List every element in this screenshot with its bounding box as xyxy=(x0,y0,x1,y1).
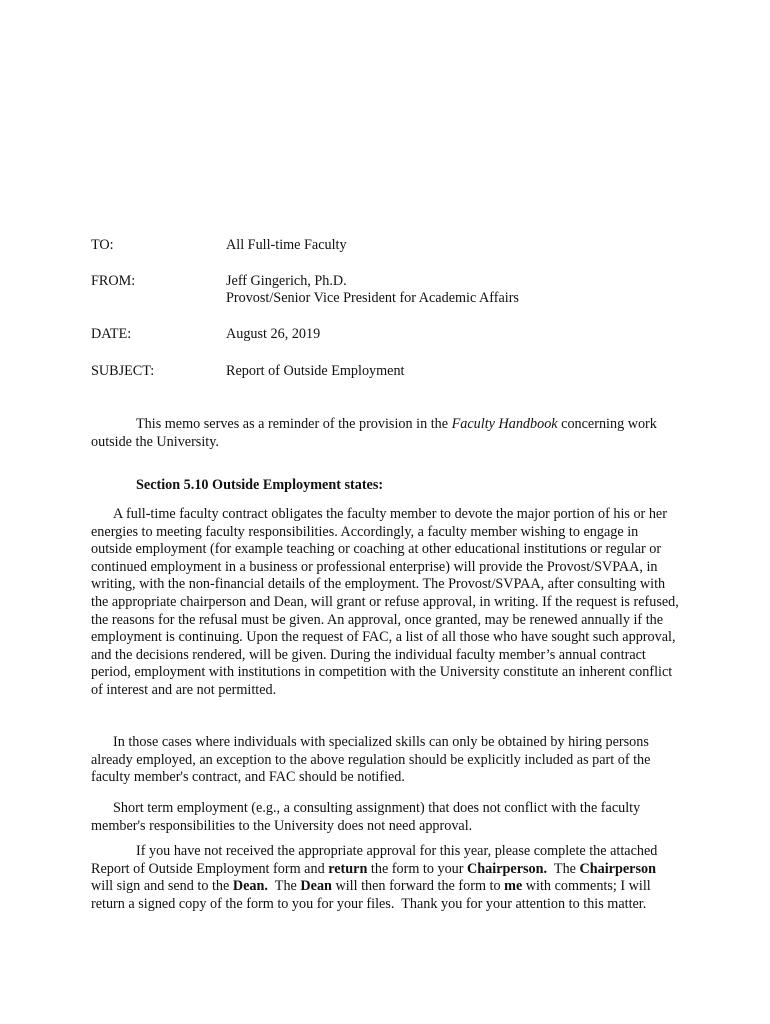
closing-bold-chairperson-2: Chairperson xyxy=(579,860,656,877)
policy-paragraph-1: A full-time faculty contract obligates the faculty member to devote the major portion of his or her energies to meeting faculty responsibilities. Accordingly, a faculty member wishing to engage in outside employment (for example teaching or coaching at other educational institutions or regular or continued employment in a business or professional enterprise) will provide the Provost/SVPAA, in writing, with the non-financial details of the employment. The Provost/SVPAA, after consulting with the appropriate chairperson and Dean, will grant or refuse approval, in writing. If the request is refused, the reasons for the refusal must be given. An approval, once granted, may be renewed annually if the employment is continuing. Upon the request of FAC, a list of all those who have sought such approval, and the decisions rendered, will be given. During the individual faculty member’s annual contract period, employment with institutions in competition with the University constitute an inherent conflict of interest and are not permitted. xyxy=(91,506,679,698)
from-label: FROM: xyxy=(91,273,136,289)
faculty-handbook-title: Faculty Handbook xyxy=(451,416,558,432)
closing-text-6: will then forward the form to xyxy=(331,878,505,895)
subject-label: SUBJECT: xyxy=(91,363,155,379)
to-label: TO: xyxy=(91,237,114,253)
from-value xyxy=(226,273,686,307)
closing-bold-dean-2: Dean xyxy=(300,878,332,895)
closing-bold-me: me xyxy=(504,878,523,895)
policy-paragraph-2: In those cases where individuals with specialized skills can only be obtained by hiring persons already employed, an exception to the above regulation should be explicitly included as part of the faculty member's contract, and FAC should be notified. xyxy=(91,734,651,786)
from-title: Provost/Senior Vice President for Academic Affairs xyxy=(226,290,519,306)
policy-paragraph-3: Short term employment (e.g., a consulting assignment) that does not conflict with the faculty member's responsibilities to the University does not need approval. xyxy=(91,800,641,834)
date-value: August 26, 2019 xyxy=(226,326,321,342)
closing-text-7: with comments; I will return a signed copy of the form to you for your files. Thank you for your attention to this matter. xyxy=(91,878,655,912)
closing-text-1: If you have not received the appropriate approval for this year, please complete the attached Report of Outside Employment form and xyxy=(91,843,658,877)
closing-text-3: The xyxy=(547,860,580,877)
intro-text-end: concerning work outside the University. xyxy=(91,416,657,450)
closing-paragraph xyxy=(91,843,679,913)
from-name: Jeff Gingerich, Ph.D. xyxy=(226,273,347,289)
subject-value: Report of Outside Employment xyxy=(226,363,405,379)
intro-paragraph xyxy=(91,416,679,451)
section-title: Section 5.10 Outside Employment states: xyxy=(136,477,384,493)
closing-bold-chairperson-1: Chairperson. xyxy=(467,860,548,877)
intro-text-start: This memo serves as a reminder of the provision in the xyxy=(136,416,452,432)
closing-bold-dean-1: Dean. xyxy=(232,878,268,895)
date-label: DATE: xyxy=(91,326,132,342)
closing-bold-return: return xyxy=(328,860,368,877)
closing-text-2: the form to your xyxy=(367,860,468,877)
to-value: All Full-time Faculty xyxy=(226,237,347,253)
closing-text-5: The xyxy=(267,878,301,895)
closing-text-4: will sign and send to the xyxy=(91,878,233,895)
